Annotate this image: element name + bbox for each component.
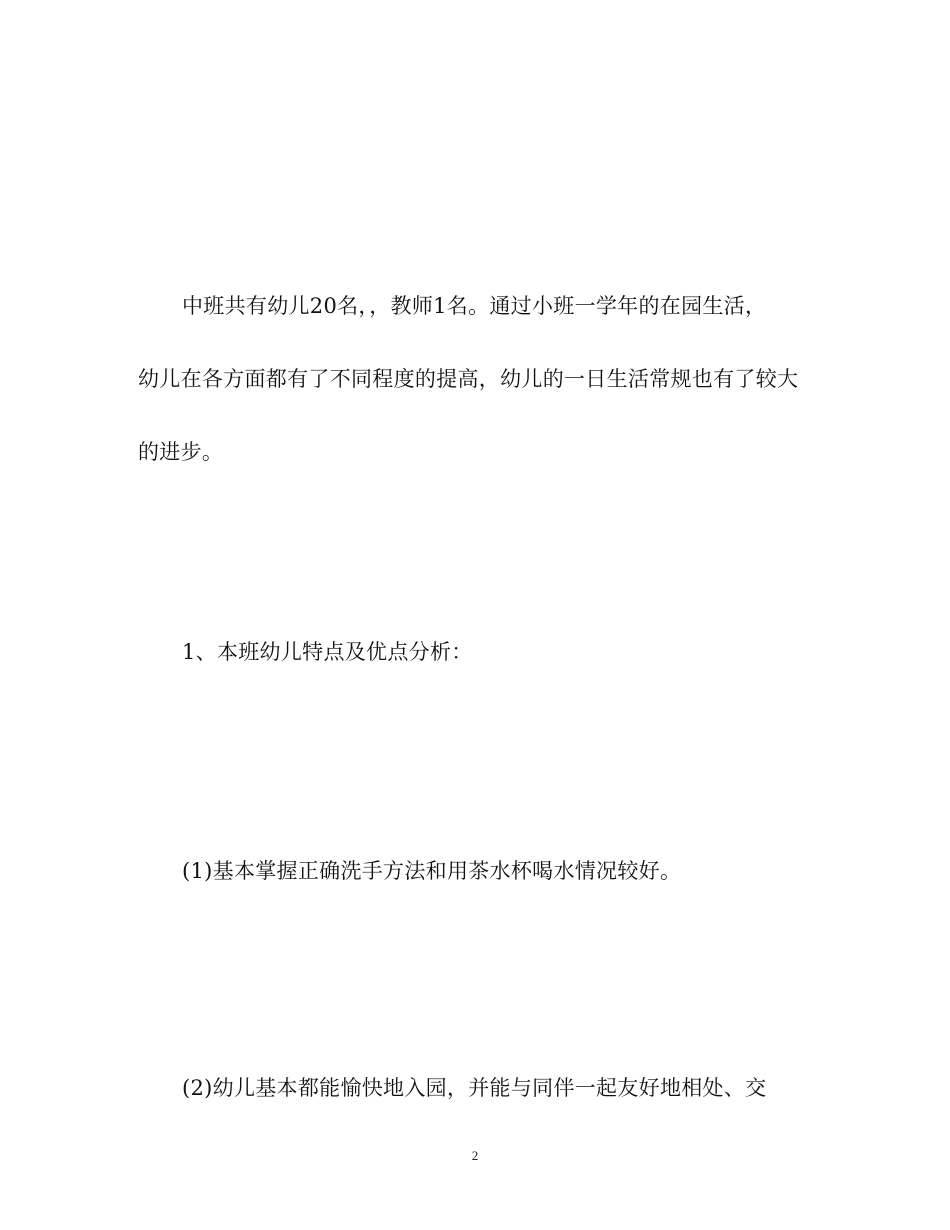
page-number: 2 [471,1148,479,1163]
section-heading: 1、本班幼儿特点及优点分析： [182,640,473,664]
list-item-2: (2)幼儿基本都能愉快地入园，并能与同伴一起友好地相处、交 [182,1076,767,1100]
list-item-1: (1)基本掌握正确洗手方法和用茶水杯喝水情况较好。 [182,859,682,883]
intro-line-3: 的进步。 [138,440,224,464]
intro-line-1: 中班共有幼儿20名，，教师1名。通过小班一学年的在园生活， [182,294,767,318]
intro-line-2: 幼儿在各方面都有了不同程度的提高，幼儿的一日生活常规也有了较大 [138,367,799,391]
intro-paragraph [138,270,828,489]
